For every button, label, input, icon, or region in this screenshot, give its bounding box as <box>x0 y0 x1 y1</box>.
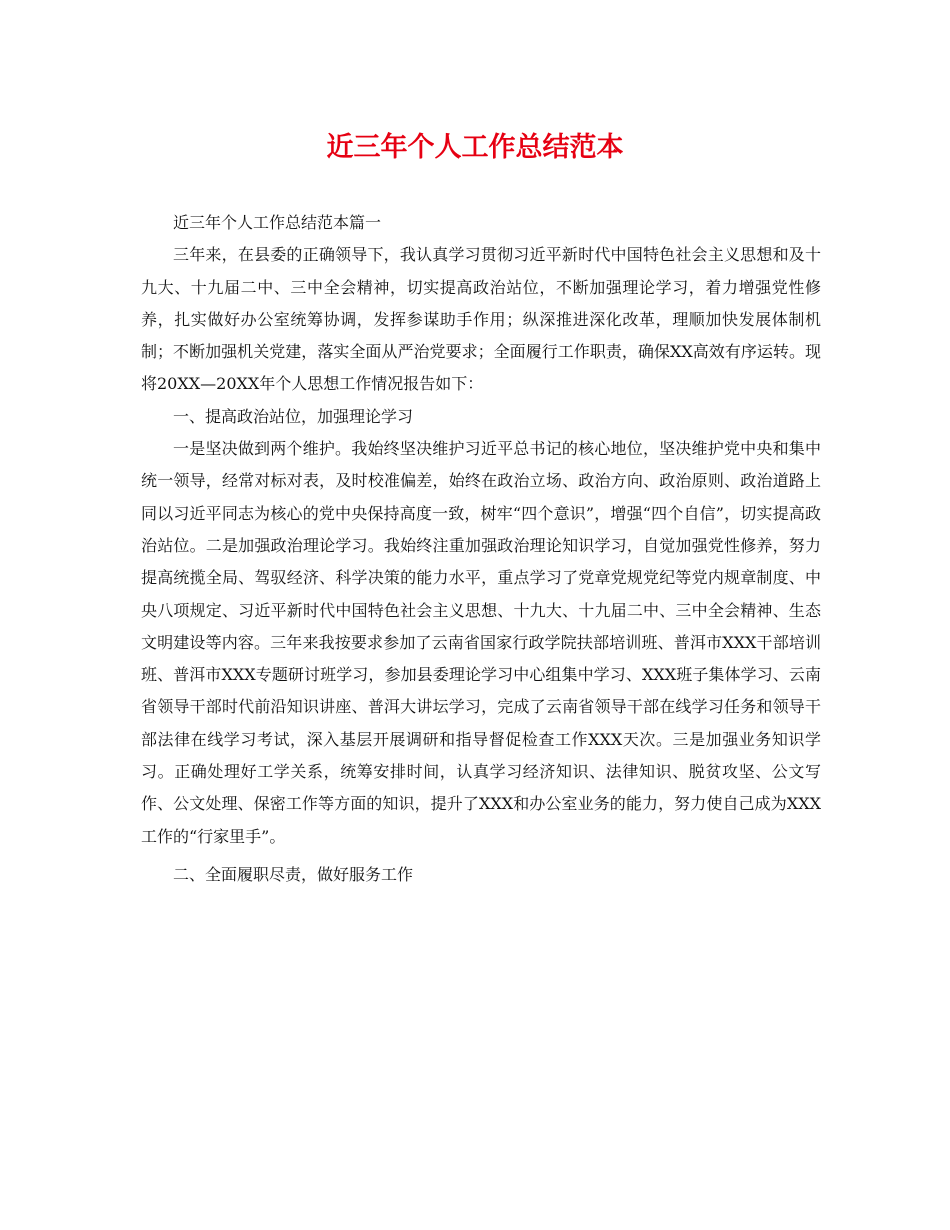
intro-paragraph: 三年来，在县委的正确领导下，我认真学习贯彻习近平新时代中国特色社会主义思想和及十九大、十九届二中、三中全会精神，切实提高政治站位，不断加强理论学习，着力增强党性修养，扎实做好办公室统筹协调，发挥参谋助手作用；纵深推进深化改革，理顺加快发展体制机制；不断加强机关党建，落实全面从严治党要求；全面履行工作职责，确保XX高效有序运转。现将20XX—20XX年个人思想工作情况报告如下： <box>141 245 821 394</box>
document-title: 近三年个人工作总结范本 <box>326 132 624 163</box>
section-heading-2: 二、全面履职尽责，做好服务工作 <box>173 864 414 884</box>
section-heading-1: 一、提高政治站位，加强理论学习 <box>173 406 414 426</box>
document-body <box>141 207 821 891</box>
body-paragraph: 一是坚决做到两个维护。我始终坚决维护习近平总书记的核心地位，坚决维护党中央和集中统一领导，经常对标对表，及时校准偏差，始终在政治立场、政治方向、政治原则、政治道路上同以习近平同志为核心的党中央保持高度一致，树牢“四个意识”，增强“四个自信”，切实提高政治站位。二是加强政治理论学习。我始终注重加强政治理论知识学习，自觉加强党性修养，努力提高统揽全局、驾驭经济、科学决策的能力水平，重点学习了党章党规党纪等党内规章制度、中央八项规定、习近平新时代中国特色社会主义思想、十九大、十九届二中、三中全会精神、生态文明建设等内容。三年来我按要求参加了云南省国家行政学院扶部培训班、普洱市XXX干部培训班、普洱市XXX专题研讨班学习，参加县委理论学习中心组集中学习、XXX班子集体学习、云南省领导干部时代前沿知识讲座、普洱大讲坛学习，完成了云南省领导干部在线学习任务和领导干部法律在线学习考试，深入基层开展调研和指导督促检查工作XXX天次。三是加强业务知识学习。正确处理好工学关系，统筹安排时间，认真学习经济知识、法律知识、脱贫攻坚、公文写作、公文处理、保密工作等方面的知识，提升了XXX和办公室业务的能力，努力使自己成为XXX工作的“行家里手”。 <box>141 439 821 846</box>
section-heading: 近三年个人工作总结范本篇一 <box>173 213 382 232</box>
